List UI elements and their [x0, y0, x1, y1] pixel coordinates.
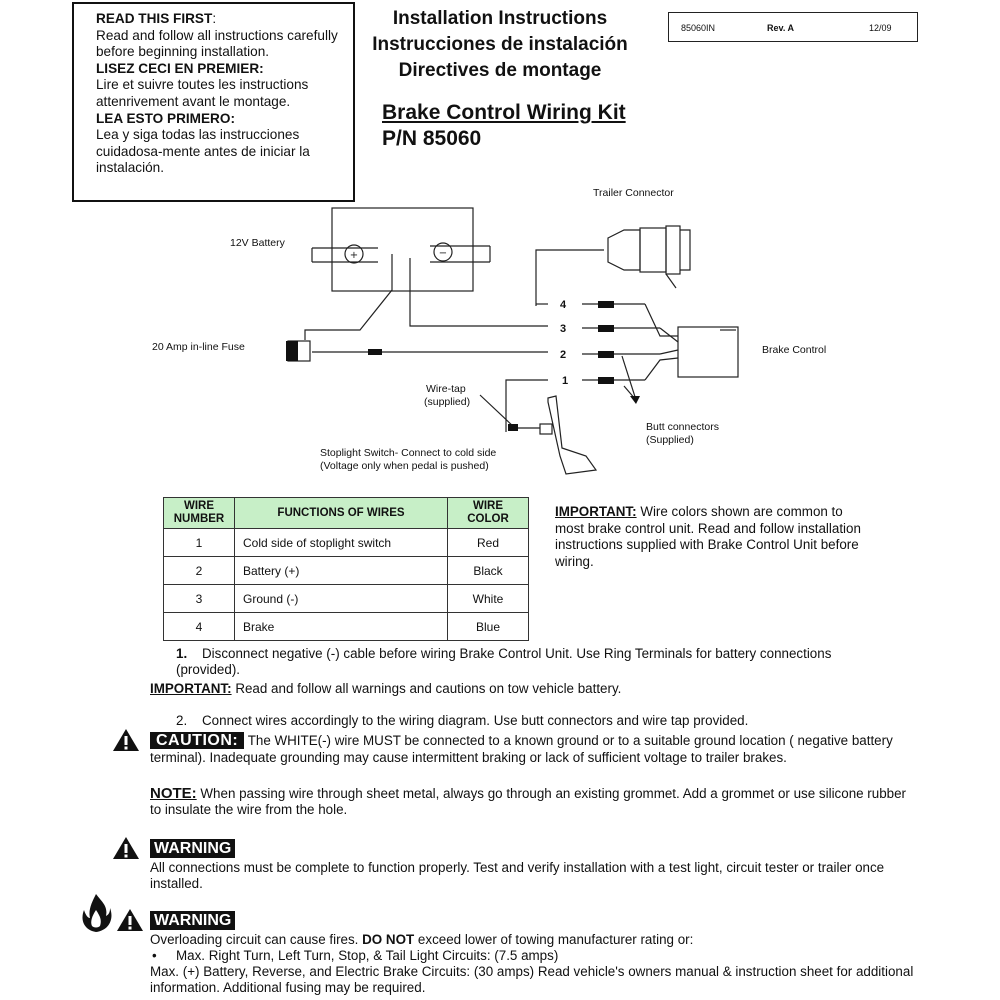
revision-date: 12/09 [869, 23, 892, 33]
important-battery [150, 681, 910, 697]
lea-heading: LEA ESTO PRIMERO: [96, 110, 235, 126]
battery-label: 12V Battery [230, 237, 285, 249]
butt-connector-4 [598, 301, 614, 308]
wire-tap-label: Wire-tap [426, 383, 466, 395]
row-function: Ground (-) [235, 585, 448, 613]
note-block [150, 786, 910, 818]
butt-connectors-label: Butt connectors [646, 421, 719, 433]
warning-2-line-1: Overloading circuit can cause fires. DO NOT exceed lower of towing manufacturer rating or: [150, 932, 694, 947]
row-wire-number: 1 [164, 529, 235, 557]
warning-2-line-3: Max. (+) Battery, Reverse, and Electric Brake Circuits: (30 amps) Read vehicle's owners manual & instruction sheet for additional information. Additional fusing may be required. [150, 964, 914, 995]
read-first-colon: : [212, 11, 217, 26]
stoplight-switch-note: (Voltage only when pedal is pushed) [320, 460, 489, 472]
fuse-cap [286, 341, 298, 361]
row-wire-number: 2 [164, 557, 235, 585]
wire-number-1: 1 [562, 375, 569, 387]
important-note [555, 504, 875, 570]
important-note-text: Wire colors shown are common to most brake control unit. Read and follow installation instructions supplied with Brake Control Unit before wiring. [555, 504, 861, 569]
fire-icon [80, 892, 112, 934]
table-row [164, 613, 529, 641]
step-2-text: Connect wires accordingly to the wiring diagram. Use butt connectors and wire tap provided. [202, 713, 749, 728]
row-function: Battery (+) [235, 557, 448, 585]
caution-text: The WHITE(-) wire MUST be connected to a known ground or to a suitable ground location ( negative battery terminal). Inadequate grounding may cause intermittent braking or lack of sufficient voltage to trailer brakes. [150, 733, 893, 765]
doc-number: 85060IN [681, 23, 716, 33]
step-1-text: Disconnect negative (-) cable before wiring Brake Control Unit. Use Ring Terminals for battery connections (provided). [176, 646, 832, 677]
wire-tap-connector [508, 424, 518, 431]
important-note-label: IMPORTANT: [555, 504, 637, 519]
caution-label: CAUTION: [150, 732, 244, 749]
caution-block [150, 731, 910, 766]
kit-name: Brake Control Wiring Kit [382, 101, 626, 124]
read-first-heading: READ THIS FIRST [96, 11, 213, 26]
warning-triangle-icon [116, 908, 144, 932]
part-number: P/N 85060 [382, 127, 482, 150]
fuse-connector [368, 349, 382, 355]
row-color: Red [448, 529, 529, 557]
row-wire-number: 4 [164, 613, 235, 641]
revision: Rev. A [767, 23, 795, 33]
row-function: Cold side of stoplight switch [235, 529, 448, 557]
warning-2-label: WARNING [150, 911, 235, 930]
header-wire-color: WIRE COLOR [448, 498, 529, 529]
warning-triangle-icon [112, 728, 140, 752]
step-1 [176, 646, 896, 678]
wire-tap-supplied: (supplied) [424, 396, 471, 408]
stoplight-switch-label: Stoplight Switch- Connect to cold side [320, 447, 497, 459]
step-2 [176, 713, 896, 729]
row-wire-number: 3 [164, 585, 235, 613]
table-row [164, 557, 529, 585]
warning-1-text: All connections must be complete to function properly. Test and verify installation with a test light, circuit tester or trailer once installed. [150, 860, 885, 891]
wire-table [163, 497, 529, 641]
butt-connector-3 [598, 325, 614, 332]
header-functions: FUNCTIONS OF WIRES [235, 498, 448, 529]
wire-number-3: 3 [560, 323, 567, 335]
butt-connector-1 [598, 377, 614, 384]
warning-1-label-wrap [150, 839, 235, 858]
row-color: Black [448, 557, 529, 585]
table-header-row [164, 498, 529, 529]
header-wire-number: WIRE NUMBER [164, 498, 235, 529]
negative-terminal-icon: − [438, 248, 448, 259]
title-es: Instrucciones de instalación [372, 34, 628, 55]
step-1-number: 1. [176, 646, 188, 661]
table-row [164, 529, 529, 557]
butt-connectors-supplied: (Supplied) [646, 434, 694, 446]
important-battery-label: IMPORTANT: [150, 681, 232, 696]
warning-2-bullet: • Max. Right Turn, Left Turn, Stop, & Tail Light Circuits: (7.5 amps) [152, 948, 559, 963]
lisez-text: Lire et suivre toutes les instructions attenrivement avant le montage. [96, 77, 309, 109]
warning-2-label-wrap [150, 911, 235, 930]
warning-2-text [150, 932, 920, 996]
arrow-head-icon [630, 396, 640, 404]
positive-terminal-icon: + [349, 250, 359, 261]
row-function: Brake [235, 613, 448, 641]
important-battery-text: Read and follow all warnings and cautions on tow vehicle battery. [235, 681, 622, 696]
row-color: Blue [448, 613, 529, 641]
warning-1-label: WARNING [150, 839, 235, 858]
brake-control-label: Brake Control [762, 344, 827, 356]
lisez-heading: LISEZ CECI EN PREMIER: [96, 60, 264, 76]
note-label: NOTE: [150, 785, 197, 802]
trailer-connector-label: Trailer Connector [593, 187, 674, 199]
wire-number-2: 2 [560, 349, 567, 361]
wire-number-4: 4 [560, 299, 567, 311]
row-color: White [448, 585, 529, 613]
table-row [164, 585, 529, 613]
title-fr: Directives de montage [398, 60, 602, 81]
butt-connector-2 [598, 351, 614, 358]
fuse-label: 20 Amp in-line Fuse [152, 341, 245, 353]
note-text: When passing wire through sheet metal, always go through an existing grommet. Add a grommet or use silicone rubber to insulate the wire from the hole. [150, 786, 907, 817]
title-en: Installation Instructions [392, 8, 608, 29]
read-first-text: Read and follow all instructions carefully before beginning installation. [96, 27, 338, 60]
lea-text: Lea y siga todas las instrucciones cuidadosa-mente antes de iniciar la instalación. [96, 127, 310, 176]
warning-triangle-icon [112, 836, 140, 860]
do-not-text: DO NOT [362, 932, 415, 947]
step-2-number: 2. [176, 713, 188, 728]
